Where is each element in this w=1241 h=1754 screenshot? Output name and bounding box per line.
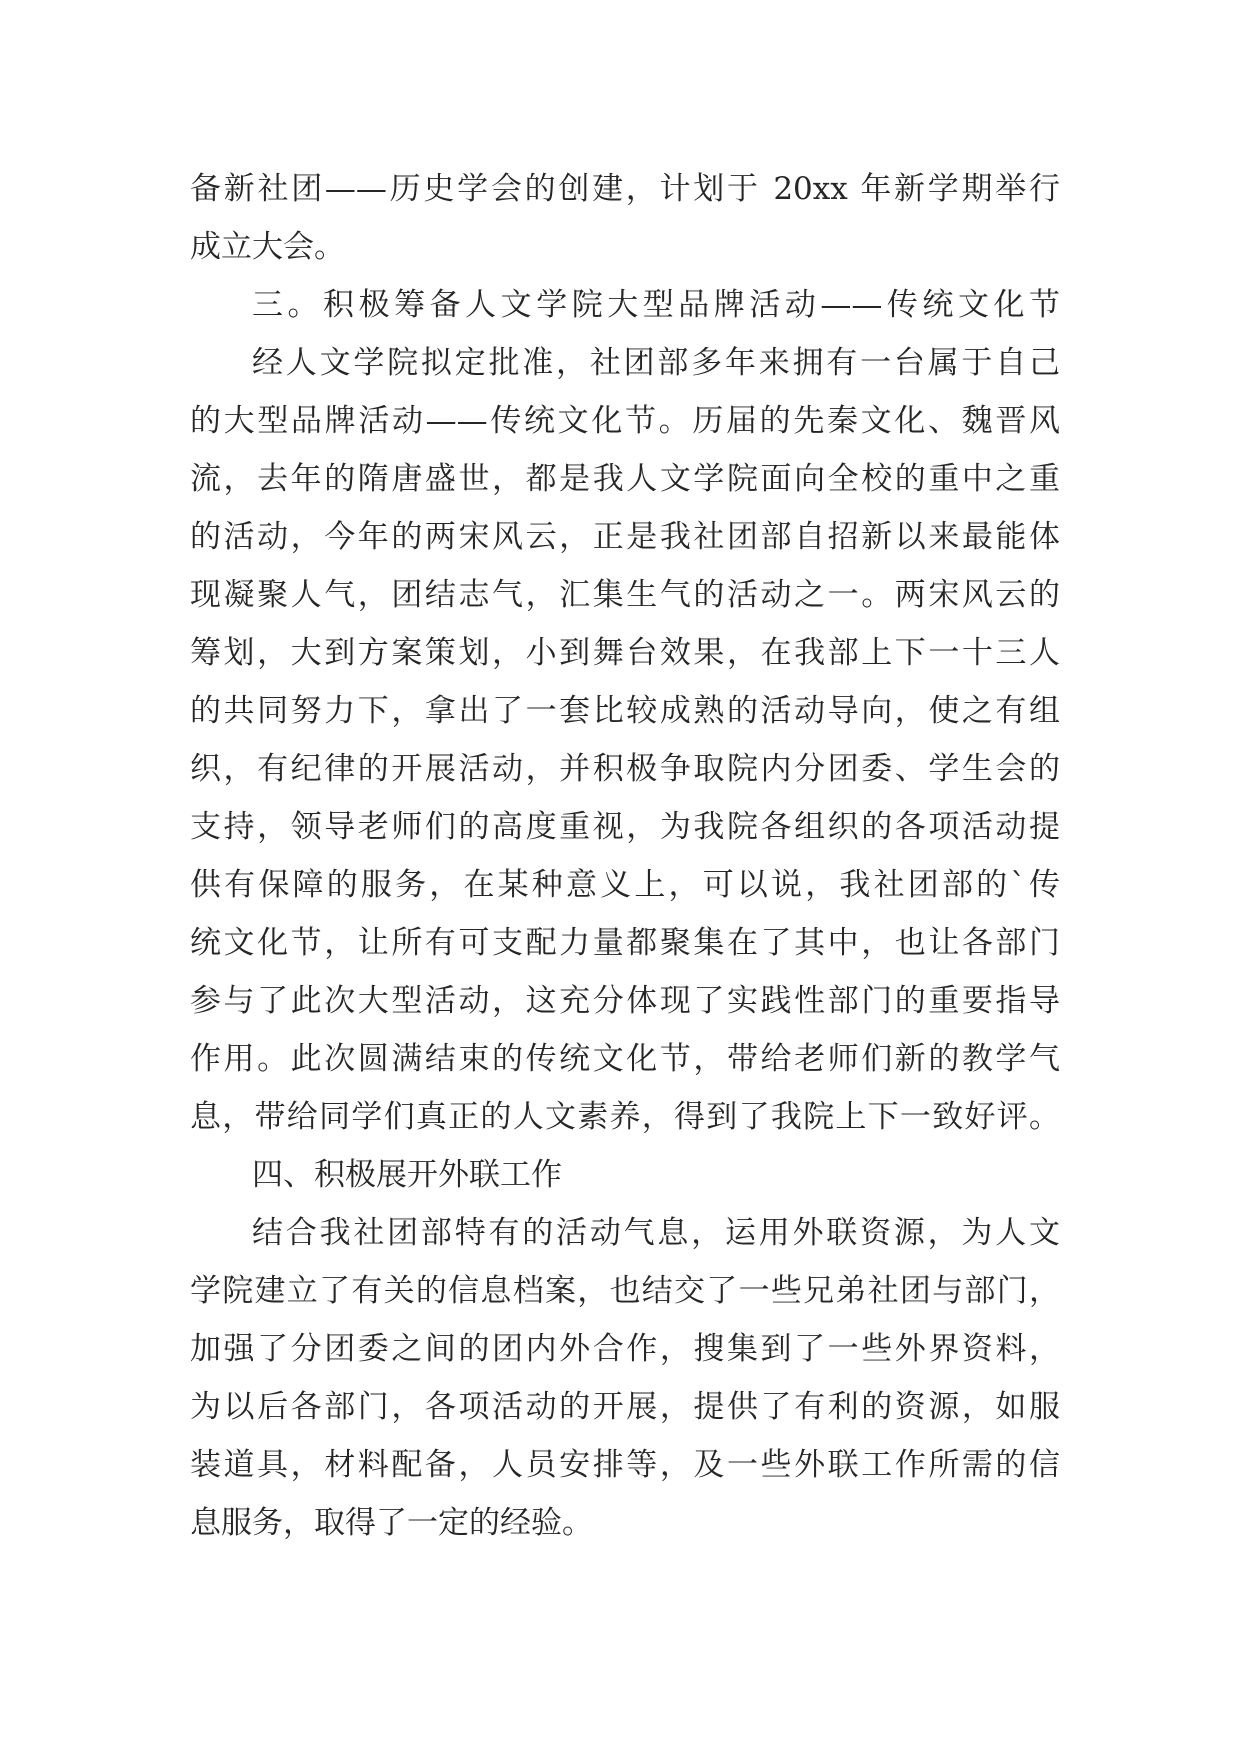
section-heading: 四、积极展开外联工作 bbox=[252, 1157, 562, 1193]
text-line: 为以后各部门，各项活动的开展，提供了有利的资源，如服 bbox=[190, 1389, 1060, 1425]
text-line: 统文化节，让所有可支配力量都聚集在了其中，也让各部门 bbox=[190, 925, 1060, 961]
text-line: 作用。此次圆满结束的传统文化节，带给老师们新的教学气 bbox=[190, 1041, 1060, 1077]
section-heading: 三。积极筹备人文学院大型品牌活动——传统文化节 bbox=[252, 287, 1060, 323]
text-line: 的共同努力下，拿出了一套比较成熟的活动导向，使之有组 bbox=[190, 693, 1060, 729]
text-line: 成立大会。 bbox=[190, 229, 345, 265]
text-line: 的大型品牌活动——传统文化节。历届的先秦文化、魏晋风 bbox=[190, 403, 1060, 439]
text-line: 筹划，大到方案策划，小到舞台效果，在我部上下一十三人 bbox=[190, 635, 1060, 671]
text-line: 学院建立了有关的信息档案，也结交了一些兄弟社团与部门， bbox=[190, 1273, 1060, 1309]
paragraph-first-line: 结合我社团部特有的活动气息，运用外联资源，为人文 bbox=[252, 1215, 1060, 1251]
text-line: 的活动，今年的两宋风云，正是我社团部自招新以来最能体 bbox=[190, 519, 1060, 555]
text-line: 装道具，材料配备，人员安排等，及一些外联工作所需的信 bbox=[190, 1447, 1060, 1483]
text-line: 息，带给同学们真正的人文素养，得到了我院上下一致好评。 bbox=[190, 1099, 1060, 1135]
text-line: 备新社团——历史学会的创建，计划于 20xx 年新学期举行 bbox=[190, 171, 1060, 207]
text-line: 流，去年的隋唐盛世，都是我人文学院面向全校的重中之重 bbox=[190, 461, 1060, 497]
paragraph-first-line: 经人文学院拟定批准，社团部多年来拥有一台属于自己 bbox=[252, 345, 1060, 381]
text-line: 支持，领导老师们的高度重视，为我院各组织的各项活动提 bbox=[190, 809, 1060, 845]
document-body bbox=[190, 160, 1060, 1552]
text-line: 织，有纪律的开展活动，并积极争取院内分团委、学生会的 bbox=[190, 751, 1060, 787]
text-line: 加强了分团委之间的团内外合作，搜集到了一些外界资料， bbox=[190, 1331, 1060, 1367]
text-line: 息服务，取得了一定的经验。 bbox=[190, 1505, 593, 1541]
text-line: 现凝聚人气，团结志气，汇集生气的活动之一。两宋风云的 bbox=[190, 577, 1060, 613]
text-line: 供有保障的服务，在某种意义上，可以说，我社团部的`传 bbox=[190, 867, 1060, 903]
text-line: 参与了此次大型活动，这充分体现了实践性部门的重要指导 bbox=[190, 983, 1060, 1019]
